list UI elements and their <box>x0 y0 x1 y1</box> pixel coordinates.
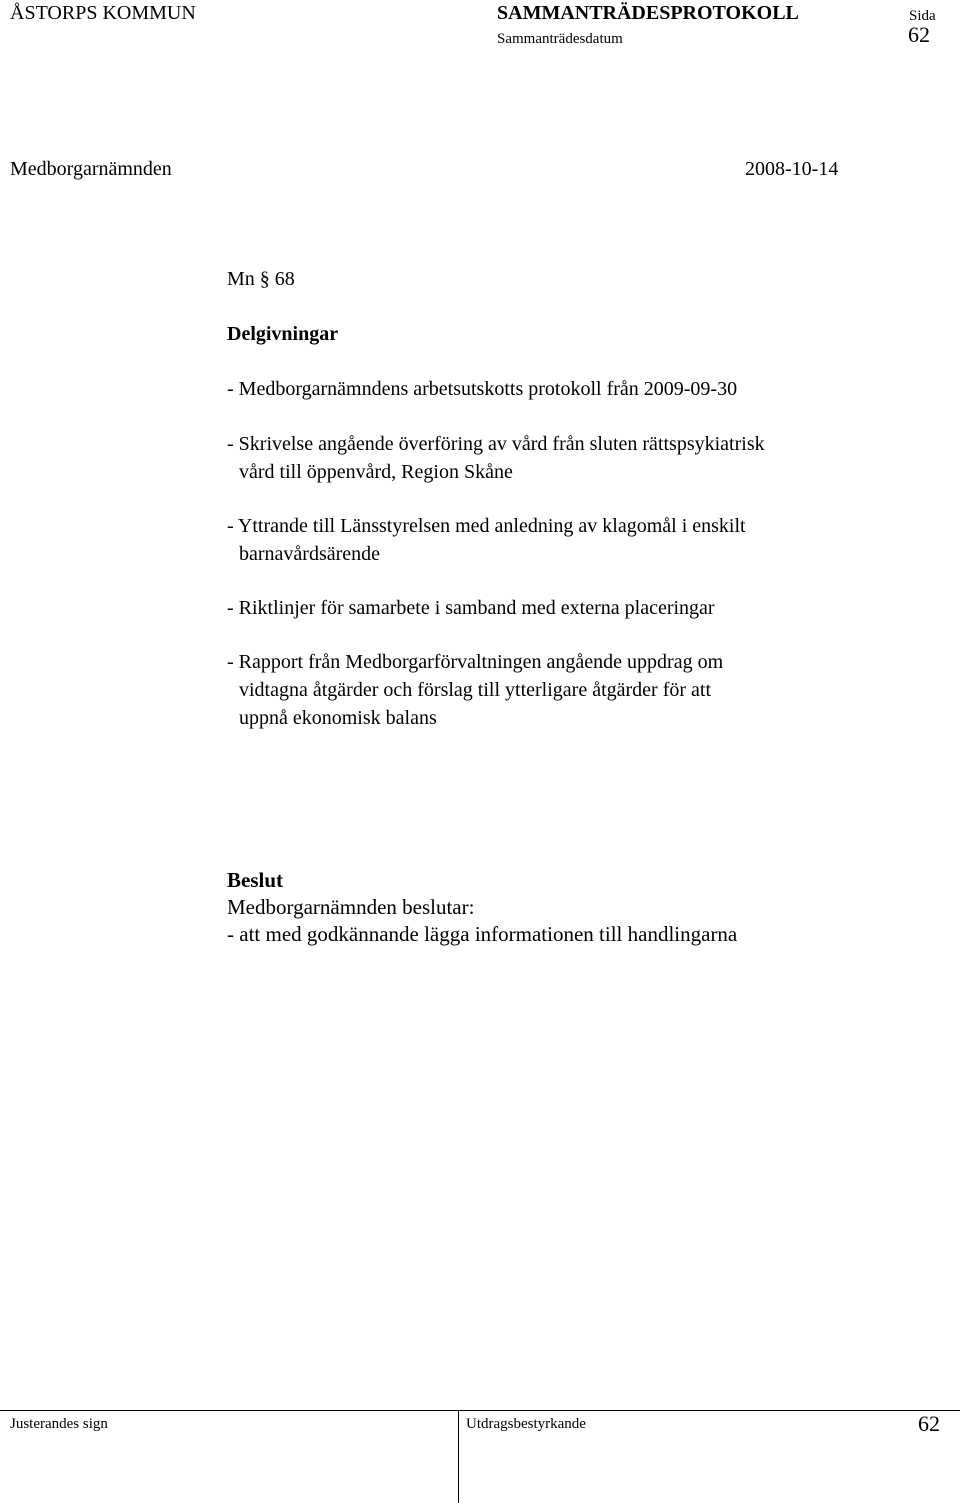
list-item-line: - Medborgarnämndens arbetsutskotts protokoll från 2009-09-30 <box>227 378 738 400</box>
footer-column-divider <box>458 1410 459 1503</box>
meeting-date-label: Sammanträdesdatum <box>497 31 623 47</box>
footer-divider <box>0 1410 960 1411</box>
list-item-line: - Skrivelse angående överföring av vård från sluten rättspsykiatrisk <box>227 433 765 455</box>
list-item-line: vidtagna åtgärder och förslag till ytterligare åtgärder för att <box>239 679 712 701</box>
signature-label: Justerandes sign <box>10 1416 108 1432</box>
decision-intro: Medborgarnämnden beslutar: <box>227 895 475 919</box>
list-item-line: vård till öppenvård, Region Skåne <box>239 461 513 483</box>
meeting-date: 2008-10-14 <box>745 158 839 180</box>
list-item <box>227 594 715 622</box>
footer-page-number: 62 <box>918 1411 940 1436</box>
list-item-line: - Rapport från Medborgarförvaltningen angående uppdrag om <box>227 651 724 673</box>
list-item <box>227 648 723 732</box>
list-item <box>227 375 737 403</box>
decision-text: - att med godkännande lägga informationen till handlingarna <box>227 922 738 946</box>
list-item-line: - Riktlinjer för samarbete i samband med externa placeringar <box>227 597 715 619</box>
certification-label: Utdragsbestyrkande <box>466 1416 586 1432</box>
paragraph-number: Mn § 68 <box>227 268 295 290</box>
page-number: 62 <box>908 22 930 47</box>
section-heading: Delgivningar <box>227 323 339 345</box>
document-title: SAMMANTRÄDESPROTOKOLL <box>497 2 799 24</box>
list-item <box>227 512 746 568</box>
municipality-name: ÅSTORPS KOMMUN <box>10 2 196 24</box>
committee-name: Medborgarnämnden <box>10 158 172 180</box>
decision-title: Beslut <box>227 868 284 892</box>
page-label: Sida <box>909 8 936 24</box>
list-item-line: barnavårdsärende <box>239 543 381 565</box>
list-item-line: uppnå ekonomisk balans <box>239 707 437 729</box>
list-item <box>227 430 765 486</box>
list-item-line: - Yttrande till Länsstyrelsen med anledning av klagomål i enskilt <box>227 515 746 537</box>
